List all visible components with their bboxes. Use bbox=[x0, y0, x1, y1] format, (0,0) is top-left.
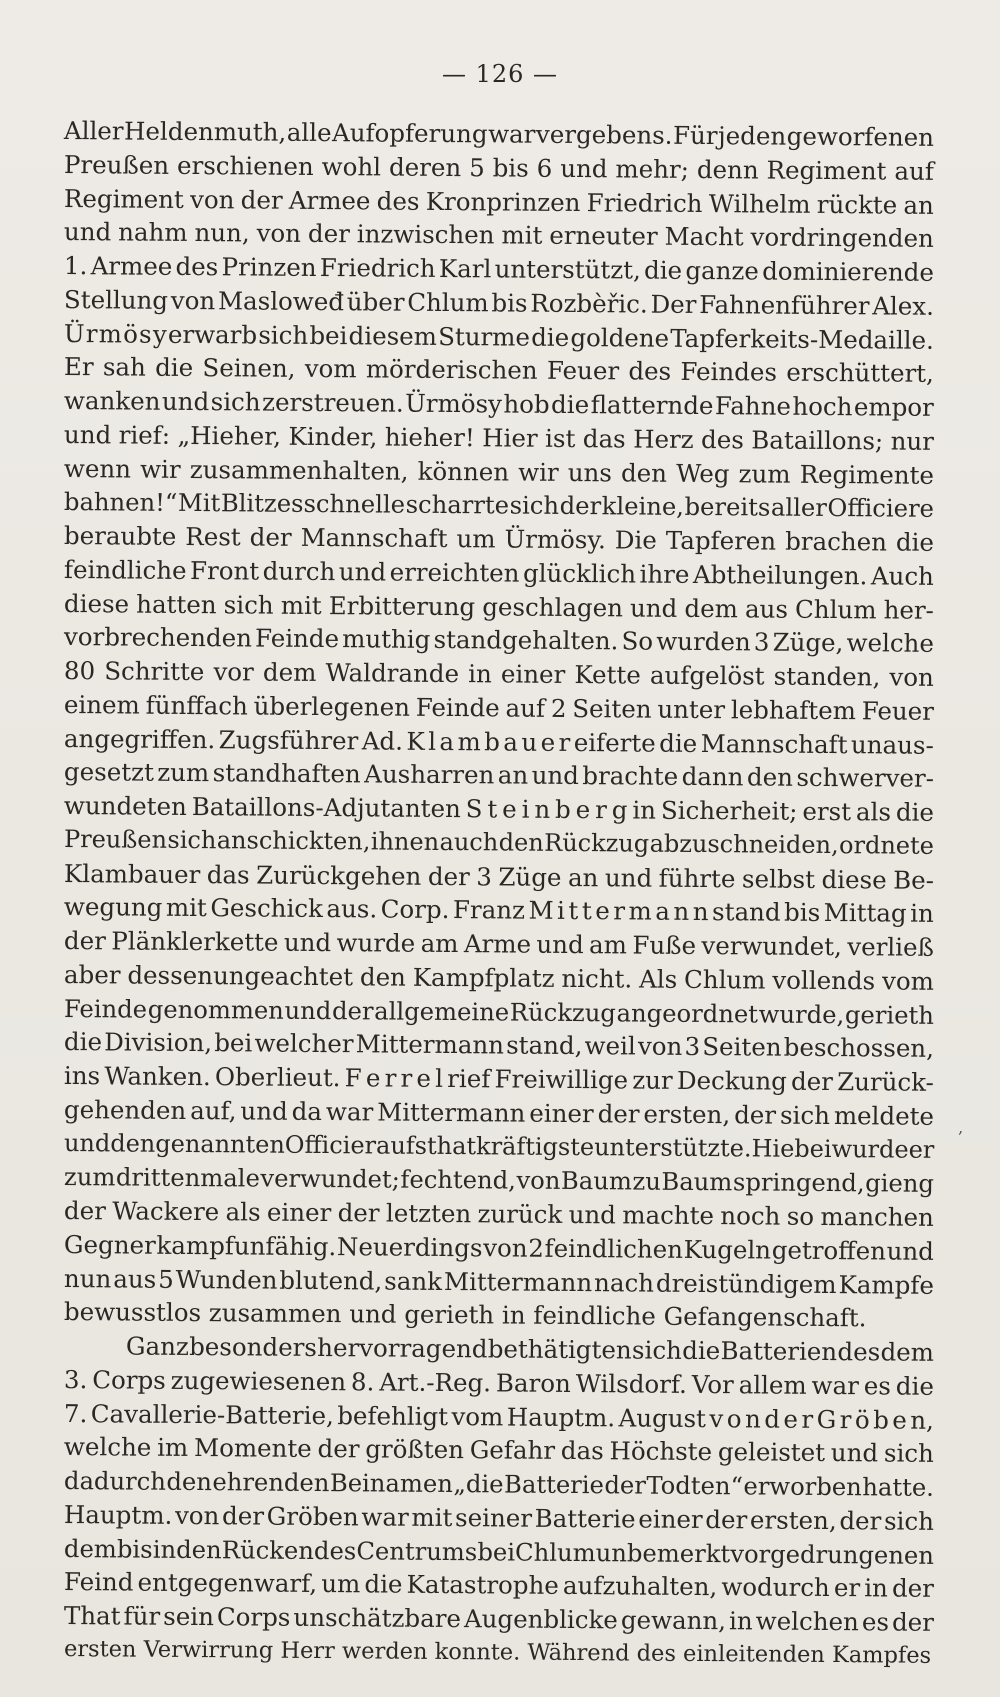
paragraph bbox=[63, 114, 935, 1333]
body-text bbox=[64, 114, 934, 1667]
text-line: und rief: „Hieher, Kinder, hieher! Hier ist das Herz des Bataillons; nur bbox=[63, 419, 935, 456]
text-line: dem bis in den Rücken des Centrums bei Chlum unbemerkt vorgedrungenen bbox=[63, 1533, 935, 1570]
text-line: ins Wanken. Oberlieut. F e r r e l rief Freiwillige zur Deckung der Zurück- bbox=[63, 1061, 934, 1097]
paragraph bbox=[64, 1329, 934, 1667]
text-line: gehenden auf, und da war Mittermann einer der ersten, der sich meldete bbox=[63, 1094, 935, 1131]
text-line: die Division, bei welcher Mittermann stand, weil von 3 Seiten beschossen, bbox=[63, 1027, 935, 1064]
text-line: Ü r m ö s y erwarb sich bei diesem Sturme die goldene Tapferkeits-Medaille. bbox=[63, 318, 934, 355]
text-line: 80 Schritte vor dem Waldrande in einer Kette aufgelöst standen, von bbox=[63, 656, 934, 692]
margin-mark: ‚ bbox=[958, 1118, 964, 1137]
text-line: diese hatten sich mit Erbitterung geschlagen und dem aus Chlum her- bbox=[63, 588, 935, 625]
text-line: welche im Momente der größten Gefahr das Höchste geleistet und sich bbox=[63, 1432, 934, 1469]
text-line: Ganz besonders hervorragend bethätigten sich die Batterien des dem bbox=[125, 1331, 935, 1367]
text-line: 3. Corps zugewiesenen 8. Art.-Reg. Baron Wilsdorf. Vor allem war es die bbox=[63, 1364, 935, 1401]
text-line: That für sein Corps unschätzbare Augenblicke gewann, in welchen es der bbox=[63, 1601, 935, 1637]
text-line: Regiment von der Armee des Kronprinzen Friedrich Wilhelm rückte an bbox=[63, 183, 934, 220]
text-line: Gegner kampfunfähig. Neuerdings von 2 feindlichen Kugeln getroffen und bbox=[63, 1229, 935, 1266]
text-line: feindliche Front durch und erreichten glücklich ihre Abtheilungen. Auch bbox=[63, 554, 935, 591]
text-line: Preußen erschienen wohl deren 5 bis 6 und mehr; denn Regiment auf bbox=[63, 149, 934, 186]
text-line: einem fünffach überlegenen Feinde auf 2 Seiten unter lebhaftem Feuer bbox=[63, 689, 935, 726]
text-line: ersten Verwirrung Herr werden konnte. Während des einleitenden Kampfes bbox=[63, 1635, 932, 1669]
text-line: wegung mit Geschick aus. Corp. Franz M i t t e r m a n n stand bis Mittag in bbox=[63, 892, 934, 929]
text-line: 7. Cavallerie-Batterie, befehligt vom Hauptm. August v o n d e r G r ö b e n, bbox=[63, 1398, 935, 1435]
text-line: wenn wir zusammenhalten, können wir uns den Weg zum Regimente bbox=[63, 453, 935, 490]
text-line: Feind entgegenwarf, um die Katastrophe aufzuhalten, wodurch er in der bbox=[63, 1567, 935, 1604]
text-line: vorbrechenden Feinde muthig standgehalten. So wurden 3 Züge, welche bbox=[63, 622, 935, 659]
text-line: nun aus 5 Wunden blutend, sank Mittermann nach dreistündigem Kampfe bbox=[63, 1263, 935, 1300]
text-line: zum drittenmale verwundet; fechtend, von Baum zu Baum springend, gieng bbox=[63, 1162, 935, 1199]
text-line: der Plänklerkette und wurde am Arme und am Fuße verwundet, verließ bbox=[63, 926, 934, 962]
text-line: bewusstlos zusammen und gerieth in feindliche Gefangenschaft. bbox=[63, 1297, 867, 1333]
text-line: aber dessenungeachtet den Kampfplatz nicht. Als Chlum vollends vom bbox=[63, 959, 935, 996]
text-line: beraubte Rest der Mannschaft um Ürmösy. Die Tapferen brachen die bbox=[63, 521, 935, 557]
text-line: Feinde genommen und der allgemeine Rückzug angeordnet wurde, gerieth bbox=[63, 993, 935, 1030]
text-line: 1. Armee des Prinzen Friedrich Karl unterstützt, die ganze dominierende bbox=[63, 251, 935, 287]
text-line: wundeten Bataillons-Adjutanten S t e i n b e r g in Sicherheit; erst als die bbox=[63, 791, 935, 827]
text-line: gesetzt zum standhaften Ausharren an und brachte dann den schwerver- bbox=[63, 757, 935, 794]
text-line: Klambauer das Zurückgehen der 3 Züge an und führte selbst diese Be- bbox=[63, 858, 935, 895]
text-line: Preußen sich anschickten, ihnen auch den Rückzug abzuschneiden, ordnete bbox=[63, 824, 935, 860]
text-line: und nahm nun, von der inzwischen mit erneuter Macht vordringenden bbox=[63, 217, 934, 254]
text-line: Aller Heldenmuth, alle Aufopferung war vergebens. Für jeden geworfenen bbox=[63, 116, 935, 152]
text-line: dadurch den ehrenden Beinamen „die Batterie der Todten“ erworben hatte. bbox=[63, 1466, 935, 1502]
text-line: wanken und sich zerstreuen. Ürmösy hob die flatternde Fahne hoch empor bbox=[63, 386, 934, 422]
text-line: Er sah die Seinen, vom mörderischen Feuer des Feindes erschüttert, bbox=[63, 352, 935, 389]
text-line: Stellung von Masloweđ über Chlum bis Rozbèřic. Der Fahnenführer Alex. bbox=[63, 284, 935, 321]
text-line: bahnen!“ Mit Blitzesschnelle scharrte sich der kleine, bereits aller Officiere bbox=[63, 487, 935, 524]
text-line: Hauptm. von der Gröben war mit seiner Batterie einer der ersten, der sich bbox=[63, 1499, 935, 1536]
text-line: der Wackere als einer der letzten zurück und machte noch so manchen bbox=[63, 1196, 934, 1232]
text-line: angegriffen. Zugsführer Ad. K l a m b a u e r eiferte die Mannschaft unaus- bbox=[63, 723, 934, 760]
text-line: und den genannten Officier aufs thatkräftigste unterstützte. Hiebei wurde er bbox=[63, 1128, 935, 1164]
page-number: — 126 — bbox=[441, 60, 559, 88]
